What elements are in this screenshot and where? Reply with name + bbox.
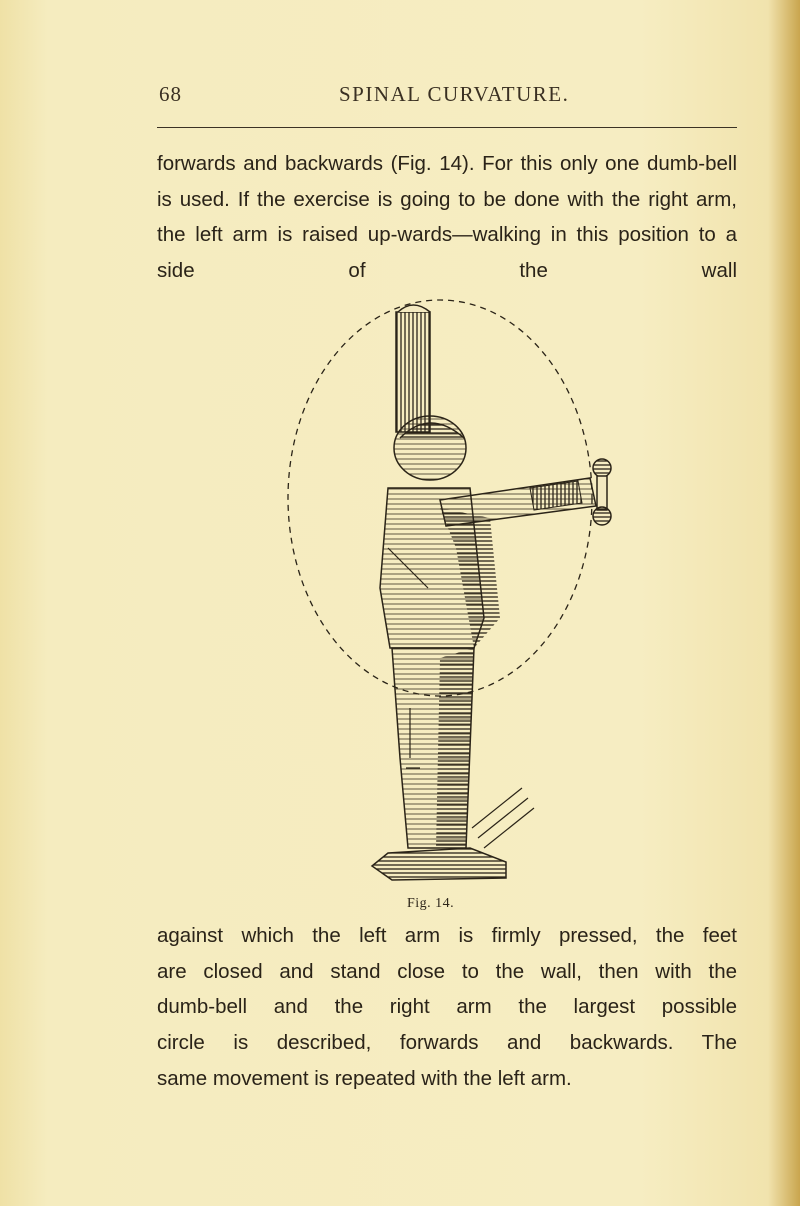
paragraph-line: circle is described, forwards and backwards. The [157, 1031, 737, 1055]
engraving-figure [260, 288, 660, 900]
header-rule [157, 127, 737, 128]
paragraph-line: against which the left arm is firmly pressed, the feet [157, 924, 737, 947]
figure-illustration [260, 288, 660, 900]
dumb-bell-bar [597, 476, 607, 510]
running-head [157, 82, 737, 112]
page-number: 68 [159, 82, 182, 106]
feet [372, 848, 506, 880]
figure-caption: Fig. 14. [407, 896, 455, 911]
paragraph-line: are closed and stand close to the wall, then with the [157, 959, 737, 983]
paragraph-line: dumb-bell and the right arm the largest possible [157, 995, 737, 1019]
dumb-bell-top [593, 459, 611, 477]
paragraph-top: forwards and backwards (Fig. 14). For this only one dumb-bell is used. If the exercise is going to be done with the right arm, the left arm is raised up-wards—walking in this position to a side of the wall [157, 152, 737, 283]
raised-arm [396, 312, 430, 432]
paragraph-bottom [157, 918, 737, 1097]
dumb-bell-bottom [593, 507, 611, 525]
page-title: SPINAL CURVATURE. [339, 82, 570, 106]
paragraph-line: same movement is repeated with the left arm. [157, 1066, 572, 1090]
